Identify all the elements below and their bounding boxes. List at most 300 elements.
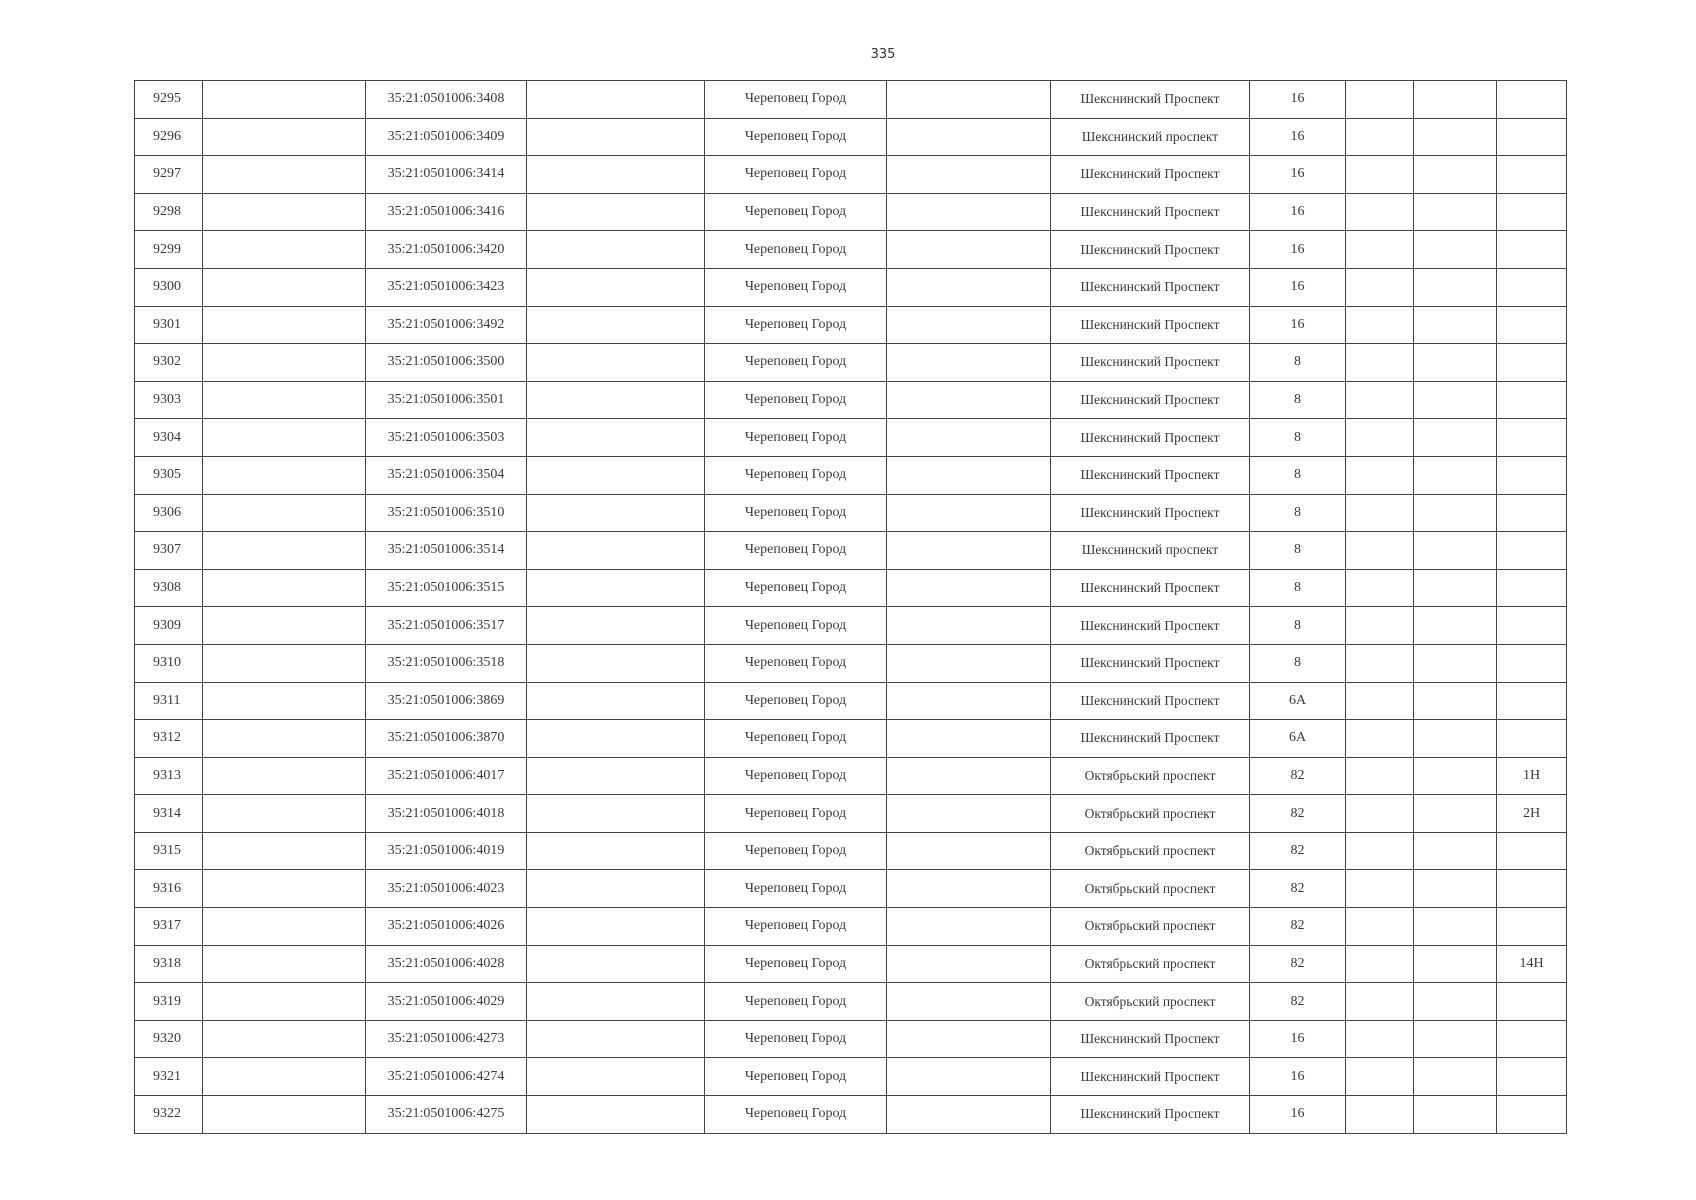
table-row	[135, 569, 1567, 607]
cell-cadastral-number: 35:21:0501006:3492	[366, 306, 527, 344]
table-row	[135, 419, 1567, 457]
cell-city: Череповец Город	[705, 81, 887, 119]
cell-empty	[1414, 682, 1497, 720]
cell-empty	[1414, 1020, 1497, 1058]
cell-empty	[1346, 757, 1414, 795]
cell-empty	[887, 720, 1051, 758]
cell-house-number: 8	[1250, 494, 1346, 532]
cell-empty	[203, 419, 366, 457]
cell-city: Череповец Город	[705, 720, 887, 758]
cell-empty	[1414, 494, 1497, 532]
cell-empty	[887, 832, 1051, 870]
cell-empty	[527, 1058, 705, 1096]
cell-cadastral-number: 35:21:0501006:3414	[366, 156, 527, 194]
cell-empty	[1346, 532, 1414, 570]
cell-cadastral-number: 35:21:0501006:3500	[366, 344, 527, 382]
cell-cadastral-number: 35:21:0501006:4018	[366, 795, 527, 833]
cell-cadastral-number: 35:21:0501006:4274	[366, 1058, 527, 1096]
cell-street: Октябрьский проспект	[1051, 795, 1250, 833]
cell-cadastral-number: 35:21:0501006:4026	[366, 908, 527, 946]
cell-city: Череповец Город	[705, 156, 887, 194]
cell-city: Череповец Город	[705, 306, 887, 344]
cell-empty	[1346, 720, 1414, 758]
cell-empty	[1346, 1058, 1414, 1096]
cell-empty	[1346, 381, 1414, 419]
cell-empty	[527, 81, 705, 119]
cell-premises-number	[1497, 268, 1567, 306]
cell-house-number: 16	[1250, 1058, 1346, 1096]
cell-cadastral-number: 35:21:0501006:4273	[366, 1020, 527, 1058]
cell-empty	[1414, 193, 1497, 231]
cell-empty	[203, 908, 366, 946]
cell-city: Череповец Город	[705, 908, 887, 946]
cell-empty	[203, 682, 366, 720]
cell-house-number: 82	[1250, 945, 1346, 983]
cell-empty	[1346, 569, 1414, 607]
cell-empty	[1346, 231, 1414, 269]
cell-empty	[1414, 306, 1497, 344]
cell-empty	[887, 607, 1051, 645]
cell-city: Череповец Город	[705, 795, 887, 833]
cell-empty	[1414, 231, 1497, 269]
cell-empty	[203, 118, 366, 156]
table-row	[135, 832, 1567, 870]
cell-street: Шекснинский Проспект	[1051, 720, 1250, 758]
cell-empty	[1414, 644, 1497, 682]
cell-premises-number	[1497, 644, 1567, 682]
cell-house-number: 16	[1250, 306, 1346, 344]
cell-record-number: 9301	[135, 306, 203, 344]
cell-empty	[203, 381, 366, 419]
cell-cadastral-number: 35:21:0501006:3514	[366, 532, 527, 570]
table-row	[135, 757, 1567, 795]
table-row	[135, 268, 1567, 306]
cell-house-number: 6А	[1250, 720, 1346, 758]
cell-cadastral-number: 35:21:0501006:4017	[366, 757, 527, 795]
cell-empty	[887, 118, 1051, 156]
cell-house-number: 16	[1250, 81, 1346, 119]
cell-empty	[1346, 419, 1414, 457]
cell-house-number: 16	[1250, 1096, 1346, 1134]
cell-street: Шекснинский проспект	[1051, 118, 1250, 156]
cell-cadastral-number: 35:21:0501006:3870	[366, 720, 527, 758]
cell-empty	[1414, 419, 1497, 457]
cell-street: Шекснинский Проспект	[1051, 193, 1250, 231]
cell-street: Шекснинский Проспект	[1051, 494, 1250, 532]
cell-cadastral-number: 35:21:0501006:3517	[366, 607, 527, 645]
cell-city: Череповец Город	[705, 870, 887, 908]
cell-city: Череповец Город	[705, 532, 887, 570]
cell-empty	[527, 682, 705, 720]
cell-street: Шекснинский Проспект	[1051, 381, 1250, 419]
cell-house-number: 82	[1250, 832, 1346, 870]
cell-premises-number	[1497, 419, 1567, 457]
cell-empty	[527, 1096, 705, 1134]
cell-cadastral-number: 35:21:0501006:3503	[366, 419, 527, 457]
table-row	[135, 81, 1567, 119]
cell-cadastral-number: 35:21:0501006:4019	[366, 832, 527, 870]
cell-empty	[1346, 983, 1414, 1021]
cell-empty	[887, 344, 1051, 382]
cell-record-number: 9298	[135, 193, 203, 231]
cell-empty	[203, 1058, 366, 1096]
cell-empty	[203, 720, 366, 758]
cell-empty	[1346, 908, 1414, 946]
cell-empty	[887, 532, 1051, 570]
cell-cadastral-number: 35:21:0501006:3408	[366, 81, 527, 119]
cell-empty	[1414, 344, 1497, 382]
cell-street: Шекснинский Проспект	[1051, 1020, 1250, 1058]
table-row	[135, 1096, 1567, 1134]
table-row	[135, 494, 1567, 532]
cell-premises-number	[1497, 231, 1567, 269]
cell-empty	[1414, 720, 1497, 758]
cell-city: Череповец Город	[705, 607, 887, 645]
cell-street: Октябрьский проспект	[1051, 983, 1250, 1021]
cell-street: Октябрьский проспект	[1051, 945, 1250, 983]
cell-record-number: 9316	[135, 870, 203, 908]
cell-city: Череповец Город	[705, 1020, 887, 1058]
cell-premises-number	[1497, 607, 1567, 645]
cell-house-number: 82	[1250, 983, 1346, 1021]
cell-empty	[1346, 156, 1414, 194]
cell-street: Шекснинский Проспект	[1051, 231, 1250, 269]
table-row	[135, 945, 1567, 983]
cell-premises-number	[1497, 569, 1567, 607]
cell-city: Череповец Город	[705, 832, 887, 870]
cell-premises-number	[1497, 870, 1567, 908]
cell-record-number: 9297	[135, 156, 203, 194]
cell-house-number: 82	[1250, 795, 1346, 833]
cell-city: Череповец Город	[705, 419, 887, 457]
cell-empty	[527, 945, 705, 983]
cell-empty	[203, 1020, 366, 1058]
cell-empty	[887, 494, 1051, 532]
cell-house-number: 8	[1250, 381, 1346, 419]
cell-cadastral-number: 35:21:0501006:3416	[366, 193, 527, 231]
table-row	[135, 607, 1567, 645]
cell-empty	[527, 456, 705, 494]
cell-empty	[527, 118, 705, 156]
cell-empty	[203, 983, 366, 1021]
cell-premises-number	[1497, 156, 1567, 194]
cell-empty	[527, 569, 705, 607]
cell-city: Череповец Город	[705, 1058, 887, 1096]
cell-premises-number	[1497, 720, 1567, 758]
cell-empty	[1346, 682, 1414, 720]
cell-empty	[527, 720, 705, 758]
table-row	[135, 795, 1567, 833]
cell-empty	[1346, 795, 1414, 833]
cell-empty	[1346, 344, 1414, 382]
cell-empty	[527, 607, 705, 645]
cell-premises-number: 14Н	[1497, 945, 1567, 983]
cell-empty	[1414, 795, 1497, 833]
cell-cadastral-number: 35:21:0501006:3504	[366, 456, 527, 494]
cell-house-number: 82	[1250, 757, 1346, 795]
cell-house-number: 8	[1250, 532, 1346, 570]
cell-premises-number	[1497, 1096, 1567, 1134]
table-row	[135, 720, 1567, 758]
cell-house-number: 16	[1250, 193, 1346, 231]
cell-empty	[1346, 456, 1414, 494]
cell-empty	[1414, 118, 1497, 156]
cell-premises-number	[1497, 682, 1567, 720]
cell-house-number: 8	[1250, 344, 1346, 382]
cell-empty	[887, 156, 1051, 194]
cell-empty	[887, 419, 1051, 457]
cell-empty	[1346, 607, 1414, 645]
cell-empty	[1346, 832, 1414, 870]
cell-cadastral-number: 35:21:0501006:4023	[366, 870, 527, 908]
cell-city: Череповец Город	[705, 268, 887, 306]
cell-empty	[203, 306, 366, 344]
cell-street: Шекснинский Проспект	[1051, 156, 1250, 194]
cell-empty	[1346, 1020, 1414, 1058]
cell-premises-number	[1497, 306, 1567, 344]
cell-empty	[203, 344, 366, 382]
cell-empty	[887, 682, 1051, 720]
cell-empty	[203, 494, 366, 532]
cell-empty	[1414, 569, 1497, 607]
cell-empty	[1414, 832, 1497, 870]
cell-city: Череповец Город	[705, 569, 887, 607]
cell-city: Череповец Город	[705, 682, 887, 720]
registry-table-body	[135, 81, 1567, 1134]
cell-empty	[887, 306, 1051, 344]
cell-city: Череповец Город	[705, 231, 887, 269]
cell-empty	[203, 193, 366, 231]
cell-empty	[887, 983, 1051, 1021]
cell-cadastral-number: 35:21:0501006:3501	[366, 381, 527, 419]
cell-empty	[203, 607, 366, 645]
cell-empty	[203, 832, 366, 870]
cell-empty	[1414, 945, 1497, 983]
cell-empty	[203, 795, 366, 833]
cell-street: Шекснинский Проспект	[1051, 419, 1250, 457]
cell-cadastral-number: 35:21:0501006:3515	[366, 569, 527, 607]
cell-house-number: 16	[1250, 268, 1346, 306]
cell-empty	[203, 81, 366, 119]
cell-empty	[527, 306, 705, 344]
cell-record-number: 9309	[135, 607, 203, 645]
cell-empty	[527, 757, 705, 795]
cell-empty	[887, 193, 1051, 231]
cell-empty	[887, 381, 1051, 419]
registry-table	[134, 80, 1567, 1134]
cell-empty	[527, 983, 705, 1021]
cell-city: Череповец Город	[705, 757, 887, 795]
cell-empty	[527, 419, 705, 457]
cell-empty	[1414, 456, 1497, 494]
cell-empty	[527, 156, 705, 194]
cell-city: Череповец Город	[705, 344, 887, 382]
cell-empty	[887, 908, 1051, 946]
cell-empty	[887, 644, 1051, 682]
cell-premises-number: 1Н	[1497, 757, 1567, 795]
table-row	[135, 1058, 1567, 1096]
cell-empty	[887, 81, 1051, 119]
cell-empty	[1414, 381, 1497, 419]
cell-empty	[1414, 81, 1497, 119]
cell-premises-number	[1497, 193, 1567, 231]
cell-record-number: 9318	[135, 945, 203, 983]
cell-empty	[1346, 644, 1414, 682]
cell-record-number: 9300	[135, 268, 203, 306]
cell-empty	[1414, 607, 1497, 645]
table-row	[135, 156, 1567, 194]
table-row	[135, 532, 1567, 570]
cell-premises-number	[1497, 908, 1567, 946]
cell-street: Шекснинский Проспект	[1051, 644, 1250, 682]
cell-city: Череповец Город	[705, 983, 887, 1021]
cell-empty	[1346, 494, 1414, 532]
cell-record-number: 9305	[135, 456, 203, 494]
cell-empty	[887, 231, 1051, 269]
cell-street: Шекснинский Проспект	[1051, 1096, 1250, 1134]
cell-street: Шекснинский Проспект	[1051, 306, 1250, 344]
table-row	[135, 118, 1567, 156]
cell-street: Шекснинский Проспект	[1051, 268, 1250, 306]
cell-premises-number	[1497, 381, 1567, 419]
cell-street: Октябрьский проспект	[1051, 870, 1250, 908]
cell-premises-number	[1497, 832, 1567, 870]
table-row	[135, 193, 1567, 231]
cell-premises-number	[1497, 1058, 1567, 1096]
cell-empty	[527, 532, 705, 570]
cell-cadastral-number: 35:21:0501006:3869	[366, 682, 527, 720]
cell-empty	[527, 644, 705, 682]
cell-street: Шекснинский Проспект	[1051, 344, 1250, 382]
cell-house-number: 82	[1250, 908, 1346, 946]
cell-record-number: 9295	[135, 81, 203, 119]
cell-street: Шекснинский проспект	[1051, 532, 1250, 570]
cell-empty	[203, 231, 366, 269]
cell-empty	[887, 456, 1051, 494]
cell-house-number: 16	[1250, 118, 1346, 156]
cell-house-number: 16	[1250, 231, 1346, 269]
cell-empty	[1414, 870, 1497, 908]
cell-cadastral-number: 35:21:0501006:3510	[366, 494, 527, 532]
cell-empty	[203, 945, 366, 983]
cell-street: Октябрьский проспект	[1051, 757, 1250, 795]
cell-empty	[1346, 81, 1414, 119]
cell-empty	[887, 1096, 1051, 1134]
cell-record-number: 9319	[135, 983, 203, 1021]
cell-empty	[1346, 945, 1414, 983]
cell-empty	[203, 870, 366, 908]
cell-city: Череповец Город	[705, 644, 887, 682]
cell-empty	[527, 908, 705, 946]
cell-city: Череповец Город	[705, 456, 887, 494]
cell-record-number: 9315	[135, 832, 203, 870]
table-row	[135, 644, 1567, 682]
cell-street: Октябрьский проспект	[1051, 908, 1250, 946]
cell-record-number: 9320	[135, 1020, 203, 1058]
cell-empty	[1346, 870, 1414, 908]
table-row	[135, 1020, 1567, 1058]
cell-premises-number	[1497, 532, 1567, 570]
cell-record-number: 9304	[135, 419, 203, 457]
cell-empty	[527, 870, 705, 908]
cell-empty	[527, 1020, 705, 1058]
cell-record-number: 9303	[135, 381, 203, 419]
cell-empty	[887, 945, 1051, 983]
cell-empty	[1414, 1096, 1497, 1134]
cell-street: Шекснинский Проспект	[1051, 81, 1250, 119]
cell-street: Шекснинский Проспект	[1051, 607, 1250, 645]
cell-empty	[887, 1058, 1051, 1096]
cell-record-number: 9310	[135, 644, 203, 682]
table-row	[135, 908, 1567, 946]
cell-cadastral-number: 35:21:0501006:3420	[366, 231, 527, 269]
cell-record-number: 9313	[135, 757, 203, 795]
cell-city: Череповец Город	[705, 1096, 887, 1134]
cell-empty	[527, 494, 705, 532]
cell-record-number: 9308	[135, 569, 203, 607]
cell-empty	[1346, 1096, 1414, 1134]
cell-empty	[203, 456, 366, 494]
cell-empty	[203, 268, 366, 306]
cell-record-number: 9321	[135, 1058, 203, 1096]
table-row	[135, 870, 1567, 908]
cell-record-number: 9317	[135, 908, 203, 946]
cell-empty	[527, 193, 705, 231]
cell-empty	[1346, 118, 1414, 156]
cell-empty	[527, 795, 705, 833]
cell-house-number: 8	[1250, 569, 1346, 607]
cell-empty	[1414, 757, 1497, 795]
cell-empty	[527, 381, 705, 419]
cell-house-number: 16	[1250, 156, 1346, 194]
cell-street: Шекснинский Проспект	[1051, 682, 1250, 720]
table-row	[135, 344, 1567, 382]
cell-empty	[1414, 1058, 1497, 1096]
cell-record-number: 9312	[135, 720, 203, 758]
cell-empty	[1414, 268, 1497, 306]
cell-record-number: 9314	[135, 795, 203, 833]
table-row	[135, 983, 1567, 1021]
table-row	[135, 306, 1567, 344]
cell-empty	[887, 870, 1051, 908]
cell-cadastral-number: 35:21:0501006:3409	[366, 118, 527, 156]
cell-record-number: 9307	[135, 532, 203, 570]
cell-premises-number	[1497, 983, 1567, 1021]
cell-empty	[203, 644, 366, 682]
table-row	[135, 456, 1567, 494]
cell-premises-number	[1497, 344, 1567, 382]
cell-house-number: 6А	[1250, 682, 1346, 720]
cell-house-number: 8	[1250, 419, 1346, 457]
cell-city: Череповец Город	[705, 118, 887, 156]
cell-empty	[1414, 983, 1497, 1021]
cell-empty	[203, 757, 366, 795]
cell-record-number: 9322	[135, 1096, 203, 1134]
cell-city: Череповец Город	[705, 945, 887, 983]
cell-empty	[527, 268, 705, 306]
cell-empty	[527, 231, 705, 269]
cell-empty	[527, 832, 705, 870]
cell-house-number: 8	[1250, 644, 1346, 682]
cell-cadastral-number: 35:21:0501006:3423	[366, 268, 527, 306]
cell-record-number: 9306	[135, 494, 203, 532]
cell-empty	[887, 569, 1051, 607]
cell-premises-number	[1497, 494, 1567, 532]
table-row	[135, 682, 1567, 720]
cell-empty	[203, 569, 366, 607]
cell-empty	[1414, 532, 1497, 570]
cell-premises-number	[1497, 81, 1567, 119]
